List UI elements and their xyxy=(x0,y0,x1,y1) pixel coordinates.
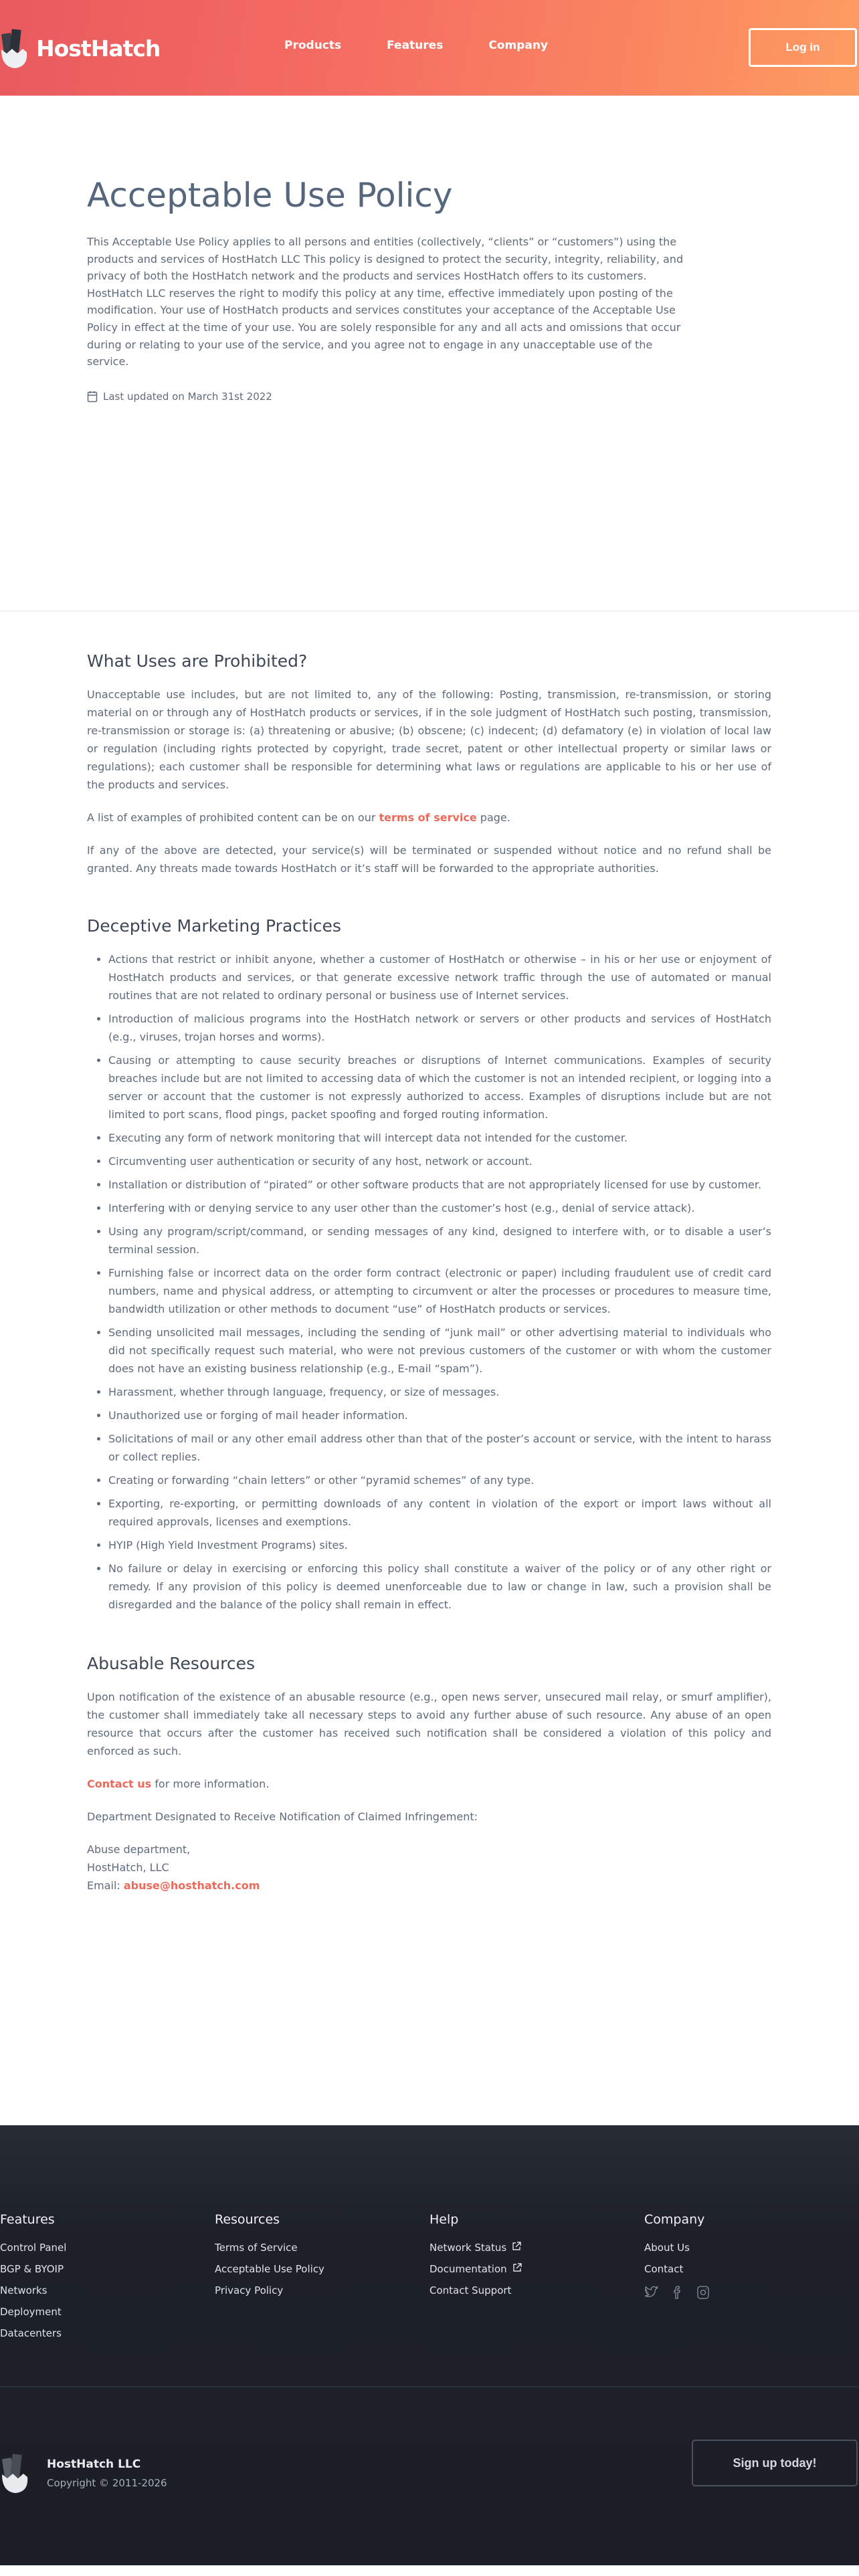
footer-company xyxy=(47,2458,167,2489)
nav-features[interactable]: Features xyxy=(387,39,444,52)
list-item: • HYIP (High Yield Investment Programs) sites. xyxy=(108,1536,771,1554)
footer-link-label: Networks xyxy=(0,2284,47,2296)
footer-column-title: Company xyxy=(644,2212,705,2227)
footer-column-resources xyxy=(215,2212,430,2349)
footer-link[interactable] xyxy=(0,2263,215,2276)
site-footer xyxy=(0,2125,859,2565)
department-paragraph: Department Designated to Receive Notification of Claimed Infringement: xyxy=(87,1810,478,1823)
list-item: • Actions that restrict or inhibit anyone, whether a customer of HostHatch or otherwise – in his or her use or enjoyment of HostHatch products and services, or that generate excessive network traffic through the use of automated or manual routines that are not related to ordinary personal or business use of Internet services. xyxy=(108,950,771,1004)
main-nav xyxy=(284,39,548,52)
terms-of-service-link[interactable]: terms of service xyxy=(379,811,477,824)
hero-section xyxy=(0,96,859,611)
footer-link-label: About Us xyxy=(644,2242,690,2254)
logo-icon xyxy=(0,2452,31,2494)
tos-paragraph xyxy=(87,809,771,827)
footer-link[interactable] xyxy=(644,2263,859,2276)
last-updated xyxy=(87,391,772,403)
facebook-icon[interactable] xyxy=(670,2284,686,2300)
list-item: • Interfering with or denying service to any user other than the customer’s host (e.g., denial of service attack). xyxy=(108,1199,771,1217)
list-item: • Sending unsolicited mail messages, including the sending of “junk mail” or other advertising material to individuals who did not specifically request such material, who were not previous customers of the customer or with whom the customer does not have an existing business relationship (e.g., E-mail “spam”). xyxy=(108,1323,771,1378)
list-item: • Using any program/script/command, or sending messages of any kind, designed to interfere with, or to disable a user’s terminal session. xyxy=(108,1222,771,1259)
external-link-icon xyxy=(512,2242,521,2254)
abusable-paragraph: Upon notification of the existence of an abusable resource (e.g., open news server, unsecured mail relay, or smurf amplifier), the customer shall immediately take all necessary steps to avoid any further abuse of such resource. Any abuse of an open resource that occurs after the customer has received such notification shall be considered a violation of this policy and enforced as such. xyxy=(87,1691,771,1757)
footer-column-title: Resources xyxy=(215,2212,280,2227)
list-item: • Furnishing false or incorrect data on the order form contract (electronic or paper) including fraudulent use of credit card numbers, name and physical address, or attempting to circumvent or alter the processes or procedures to measure time, bandwidth utilization or other methods to document “use” of HostHatch products or services. xyxy=(108,1264,771,1318)
last-updated-text: Last updated on March 31st 2022 xyxy=(103,390,272,403)
abuse-email-link[interactable]: abuse@hosthatch.com xyxy=(123,1879,260,1892)
nav-products[interactable]: Products xyxy=(284,39,342,52)
footer-link-label: BGP & BYOIP xyxy=(0,2263,64,2275)
twitter-icon[interactable] xyxy=(644,2284,660,2300)
footer-link[interactable] xyxy=(430,2263,644,2276)
contact-us-link[interactable]: Contact us xyxy=(87,1778,152,1790)
tos-text-after: page. xyxy=(476,811,510,824)
list-item: • Causing or attempting to cause security breaches or disruptions of Internet communications. Examples of security breaches include but are not limited to accessing data of which the customer is not an intended recipient, or logging into a server or account that the customer is not expressly authorized to access. Examples of disruptions include but are not limited to port scans, flood pings, packet spoofing and forged routing information. xyxy=(108,1051,771,1123)
address-line: Abuse department, xyxy=(87,1843,191,1856)
footer-link-label: Datacenters xyxy=(0,2327,62,2339)
termination-paragraph: If any of the above are detected, your service(s) will be terminated or suspended without notice and no refund shall be granted. Any threats made towards HostHatch or it’s staff will be forwarded to the appropriate authorities. xyxy=(87,844,771,875)
footer-link[interactable] xyxy=(0,2242,215,2254)
email-label: Email: xyxy=(87,1879,124,1892)
sign-up-button[interactable]: Sign up today! xyxy=(692,2440,858,2486)
footer-link-label: Contact Support xyxy=(430,2284,512,2296)
abuse-address xyxy=(87,1840,771,1895)
footer-link[interactable] xyxy=(215,2284,430,2297)
footer-link[interactable] xyxy=(0,2284,215,2297)
list-item: • Circumventing user authentication or security of any host, network or account. xyxy=(108,1152,771,1170)
footer-link-label: Privacy Policy xyxy=(215,2284,284,2296)
footer-link-label: Network Status xyxy=(430,2242,507,2254)
address-line: HostHatch, LLC xyxy=(87,1861,169,1874)
intro-paragraph: This Acceptable Use Policy applies to all persons and entities (collectively, “clients” or “customers”) using the products and services of HostHatch LLC This policy is designed to protect the security, integrity, reliability, and privacy of both the HostHatch network and the products and services HostHatch offers to its customers. HostHatch LLC reserves the right to modify this policy at any time, effective immediately upon posting of the modification. Your use of HostHatch products and services constitutes your acceptance of the Acceptable Use Policy in effect at the time of your use. You are solely responsible for any and all acts and omissions that occur during or relating to your use of the service, and you agree not to engage in any unacceptable use of the service. xyxy=(87,235,684,368)
social-links xyxy=(644,2284,859,2309)
footer-link[interactable] xyxy=(430,2284,644,2297)
external-link-icon xyxy=(512,2263,522,2276)
footer-link-label: Documentation xyxy=(430,2263,507,2275)
site-header xyxy=(0,0,859,96)
footer-bottom xyxy=(0,2452,167,2494)
list-item: • Exporting, re-exporting, or permitting downloads of any content in violation of the export or import laws without all required approvals, licenses and exemptions. xyxy=(108,1495,771,1531)
footer-link[interactable] xyxy=(215,2263,430,2276)
instagram-icon[interactable] xyxy=(695,2284,711,2300)
list-item: • Solicitations of mail or any other email address other than that of the poster’s account or service, with the intent to harass or collect replies. xyxy=(108,1430,771,1466)
footer-link-label: Terms of Service xyxy=(215,2242,298,2254)
logo-link[interactable] xyxy=(0,27,160,70)
abusable-heading: Abusable Resources xyxy=(87,1654,255,1673)
footer-columns xyxy=(0,2212,859,2349)
prohibited-paragraph: Unacceptable use includes, but are not limited to, any of the following: Posting, transmission, re-transmission, or storing material on or through any of HostHatch products or services, if in the sole judgment of HostHatch such posting, transmission, re-transmission or storage is: (a) threatening or abusive; (b) obscene; (c) indecent; (d) defamatory (e) in violation of local law or regulation (including rights protected by copyright, trade secret, patent or other intellectual property or similar laws or regulations); each customer shall be responsible for determining what laws or regulations are applicable to his or her use of the products and services. xyxy=(87,688,771,791)
footer-link-label: Contact xyxy=(644,2263,684,2275)
nav-company[interactable]: Company xyxy=(488,39,549,52)
logo-icon xyxy=(0,27,29,70)
footer-link[interactable] xyxy=(0,2327,215,2340)
deceptive-list xyxy=(87,950,771,1614)
page-title: Acceptable Use Policy xyxy=(87,176,453,215)
footer-link[interactable] xyxy=(430,2242,644,2254)
policy-content xyxy=(0,611,859,1895)
footer-link-label: Acceptable Use Policy xyxy=(215,2263,324,2275)
tos-text: A list of examples of prohibited content can be on our xyxy=(87,811,379,824)
address-email xyxy=(87,1876,771,1895)
contact-text: for more information. xyxy=(151,1778,270,1790)
contact-paragraph xyxy=(87,1775,771,1793)
list-item: • Unauthorized use or forging of mail header information. xyxy=(108,1406,771,1424)
list-item: • Harassment, whether through language, frequency, or size of messages. xyxy=(108,1383,771,1401)
deceptive-heading: Deceptive Marketing Practices xyxy=(87,916,341,936)
list-item: • Introduction of malicious programs into the HostHatch network or servers or other products and services of HostHatch (e.g., viruses, trojan horses and worms). xyxy=(108,1010,771,1046)
calendar-icon xyxy=(87,391,98,403)
company-name: HostHatch LLC xyxy=(47,2457,141,2471)
footer-link-label: Deployment xyxy=(0,2306,62,2318)
footer-link[interactable] xyxy=(644,2242,859,2254)
footer-link[interactable] xyxy=(0,2306,215,2319)
list-item: • Creating or forwarding “chain letters” or other “pyramid schemes” of any type. xyxy=(108,1471,771,1489)
list-item: • No failure or delay in exercising or enforcing this policy shall constitute a waiver of the policy or of any other right or remedy. If any provision of this policy is deemed unenforceable due to law or change in law, such a provision shall be disregarded and the balance of the policy shall remain in effect. xyxy=(108,1560,771,1614)
prohibited-heading: What Uses are Prohibited? xyxy=(87,651,308,671)
list-item: • Executing any form of network monitoring that will intercept data not intended for the customer. xyxy=(108,1129,771,1147)
footer-divider xyxy=(0,2386,859,2387)
footer-column-title: Features xyxy=(0,2212,55,2227)
footer-column-features xyxy=(0,2212,215,2349)
footer-column-company xyxy=(644,2212,859,2349)
footer-link-label: Control Panel xyxy=(0,2242,67,2254)
copyright: Copyright © 2011-2026 xyxy=(47,2476,167,2489)
footer-column-help xyxy=(430,2212,644,2349)
footer-column-title: Help xyxy=(430,2212,459,2227)
footer-link[interactable] xyxy=(215,2242,430,2254)
login-button[interactable]: Log in xyxy=(749,28,857,67)
brand-name: HostHatch xyxy=(36,35,161,62)
list-item: • Installation or distribution of “pirated” or other software products that are not appropriately licensed for use by customer. xyxy=(108,1176,771,1194)
